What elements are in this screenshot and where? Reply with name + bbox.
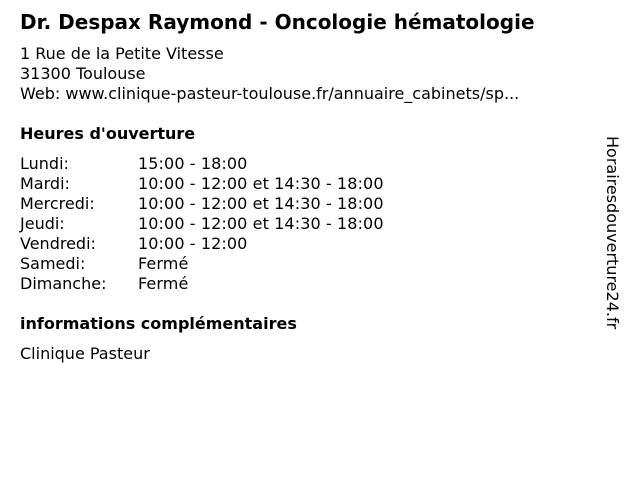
hours-row-saturday	[20, 254, 384, 274]
hours-row-wednesday	[20, 194, 384, 214]
day-label: Mardi:	[20, 174, 70, 193]
time-value: 10:00 - 12:00 et 14:30 - 18:00	[138, 194, 384, 213]
hours-row-monday	[20, 154, 384, 174]
day-label: Lundi:	[20, 154, 69, 173]
street-address: 1 Rue de la Petite Vitesse	[20, 44, 224, 63]
day-label: Mercredi:	[20, 194, 95, 213]
hours-row-sunday	[20, 274, 384, 294]
time-value: 10:00 - 12:00 et 14:30 - 18:00	[138, 214, 384, 233]
time-value: Fermé	[138, 254, 189, 273]
day-label: Jeudi:	[20, 214, 65, 233]
info-heading: informations complémentaires	[20, 314, 297, 333]
time-value: 15:00 - 18:00	[138, 154, 248, 173]
time-value: 10:00 - 12:00	[138, 234, 248, 253]
hours-row-tuesday	[20, 174, 384, 194]
web-link[interactable]: Web: www.clinique-pasteur-toulouse.fr/annuaire_cabinets/sp...	[20, 84, 520, 103]
page-title: Dr. Despax Raymond - Oncologie hématologie	[20, 10, 535, 34]
time-value: 10:00 - 12:00 et 14:30 - 18:00	[138, 174, 384, 193]
site-watermark: Horairesdouverture24.fr	[603, 136, 622, 330]
hours-heading: Heures d'ouverture	[20, 124, 196, 143]
hours-row-friday	[20, 234, 384, 254]
hours-table	[20, 154, 384, 294]
info-text: Clinique Pasteur	[20, 344, 150, 363]
hours-row-thursday	[20, 214, 384, 234]
address-block	[20, 44, 519, 104]
city-address: 31300 Toulouse	[20, 64, 146, 83]
day-label: Samedi:	[20, 254, 86, 273]
day-label: Dimanche:	[20, 274, 107, 293]
time-value: Fermé	[138, 274, 189, 293]
day-label: Vendredi:	[20, 234, 96, 253]
